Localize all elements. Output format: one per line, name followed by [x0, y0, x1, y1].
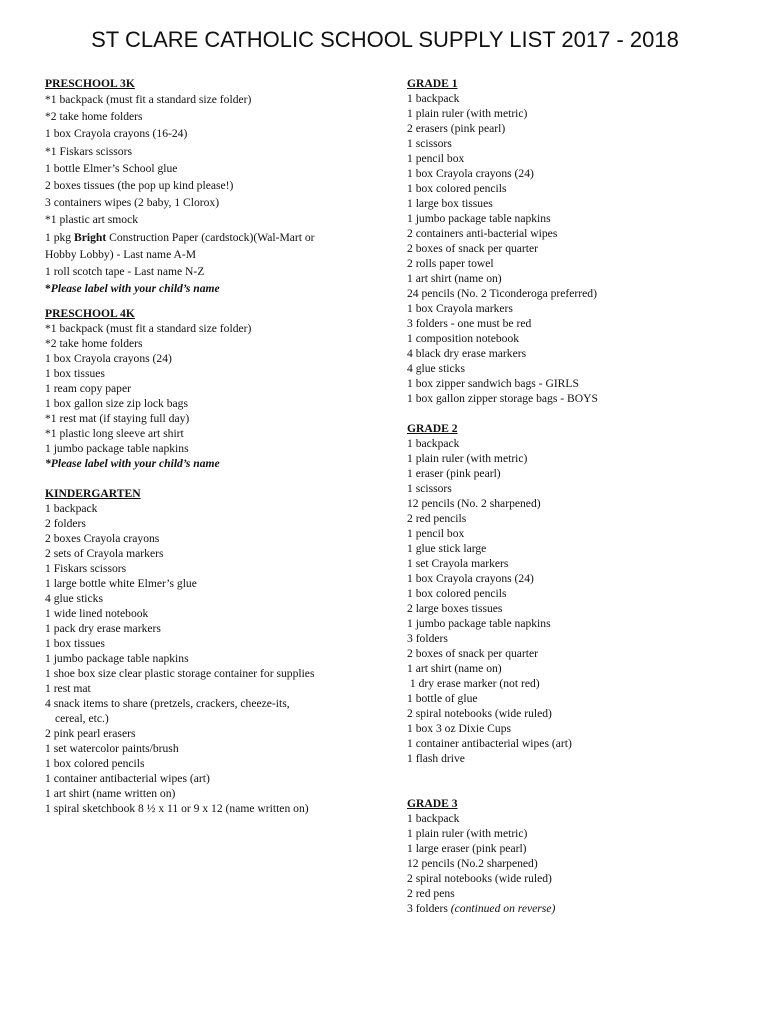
- list-item: 1 art shirt (name written on): [45, 787, 176, 801]
- list-item: 4 snack items to share (pretzels, crackers, cheeze-its,: [45, 697, 290, 711]
- list-item: 12 pencils (No. 2 sharpened): [407, 497, 541, 510]
- list-item: 3 folders: [407, 632, 448, 645]
- list-item: 1 pencil box: [407, 527, 465, 540]
- list-item: 2 boxes tissues (the pop up kind please!): [45, 179, 234, 193]
- list-item: 3 containers wipes (2 baby, 1 Clorox): [45, 196, 220, 210]
- list-item: 1 box 3 oz Dixie Cups: [407, 722, 512, 735]
- list-item: 1 large bottle white Elmer’s glue: [45, 577, 197, 591]
- list-item: 1 box zipper sandwich bags - GIRLS: [407, 377, 579, 390]
- list-item: 1 box tissues: [45, 637, 105, 651]
- label-note: [45, 280, 375, 297]
- list-item: 1 set Crayola markers: [407, 557, 509, 570]
- list-item: 1 large box tissues: [407, 197, 493, 210]
- list-item-last: [407, 901, 737, 916]
- list-item: 4 glue sticks: [407, 362, 465, 375]
- list-item: *1 rest mat (if staying full day): [45, 412, 190, 426]
- left-column: [45, 76, 375, 816]
- list-item: 1 backpack: [45, 502, 98, 516]
- label-star: *: [45, 282, 51, 296]
- section-heading: GRADE 2: [407, 422, 458, 435]
- section-heading: GRADE 3: [407, 797, 458, 810]
- section-heading: GRADE 1: [407, 77, 458, 90]
- list-item: 1 scissors: [407, 482, 452, 495]
- paper-rest: Construction Paper (cardstock)(Wal-Mart or: [106, 230, 315, 244]
- list-item: 1 box Crayola crayons (24): [407, 167, 534, 180]
- list-item: *1 Fiskars scissors: [45, 144, 132, 158]
- list-item: 1 shoe box size clear plastic storage container for supplies: [45, 667, 315, 681]
- list-item: 1 container antibacterial wipes (art): [45, 772, 210, 786]
- list-item: 2 boxes of snack per quarter: [407, 647, 539, 660]
- list-item: *1 backpack (must fit a standard size folder): [45, 93, 252, 106]
- list-item: 1 box gallon zipper storage bags - BOYS: [407, 392, 598, 405]
- last-item-text: 3 folders: [407, 902, 451, 915]
- list-item: 1 plain ruler (with metric): [407, 827, 528, 840]
- right-column: [407, 76, 737, 916]
- list-item: 1 backpack: [407, 812, 460, 825]
- list-item-continuation: cereal, etc.): [55, 712, 109, 726]
- section-heading: KINDERGARTEN: [45, 487, 141, 501]
- section-preschool-3k: [45, 76, 375, 297]
- list-item: 2 containers anti-bacterial wipes: [407, 227, 558, 240]
- list-item: 1 bottle Elmer’s School glue: [45, 161, 178, 175]
- section-grade-2: [407, 421, 737, 766]
- section-kindergarten: [45, 486, 375, 816]
- list-item: Hobby Lobby) - Last name A-M: [45, 247, 197, 261]
- label-note: *Please label with your child’s name: [45, 457, 220, 471]
- list-item: 1 Fiskars scissors: [45, 562, 127, 576]
- list-item: 1 bottle of glue: [407, 692, 478, 705]
- list-item: 1 box colored pencils: [45, 757, 145, 771]
- list-item: 2 boxes of snack per quarter: [407, 242, 539, 255]
- list-item: 2 folders: [45, 517, 86, 531]
- list-item: 1 large eraser (pink pearl): [407, 842, 527, 855]
- list-item: 1 dry erase marker (not red): [407, 677, 540, 690]
- list-item: 1 backpack: [407, 92, 460, 105]
- list-item: 2 spiral notebooks (wide ruled): [407, 707, 552, 720]
- list-item: 1 box Crayola crayons (16-24): [45, 127, 188, 141]
- section-grade-3: [407, 796, 737, 916]
- continued-note: (continued on reverse): [450, 902, 556, 915]
- list-item: *1 plastic long sleeve art shirt: [45, 427, 184, 441]
- section-heading: PRESCHOOL 4K: [45, 307, 135, 321]
- list-item: 1 box tissues: [45, 367, 105, 381]
- list-item: *2 take home folders: [45, 110, 143, 124]
- list-item: 1 jumbo package table napkins: [45, 442, 189, 456]
- list-item: 1 scissors: [407, 137, 452, 150]
- section-heading: PRESCHOOL 3K: [45, 77, 135, 90]
- list-item: 2 red pens: [407, 887, 455, 900]
- list-item: 24 pencils (No. 2 Ticonderoga preferred): [407, 287, 597, 300]
- list-item: 1 jumbo package table napkins: [407, 212, 551, 225]
- list-item: 1 eraser (pink pearl): [407, 467, 501, 480]
- list-item: 1 rest mat: [45, 682, 91, 696]
- paper-bold-word: Bright: [73, 230, 107, 244]
- list-item: 1 jumbo package table napkins: [45, 652, 189, 666]
- list-item: 1 art shirt (name on): [407, 272, 502, 285]
- list-item: 1 container antibacterial wipes (art): [407, 737, 572, 750]
- list-item: 1 wide lined notebook: [45, 607, 149, 621]
- list-item: 1 composition notebook: [407, 332, 520, 345]
- list-item: 1 box Crayola crayons (24): [407, 572, 534, 585]
- list-item: 2 erasers (pink pearl): [407, 122, 506, 135]
- list-item: 2 boxes Crayola crayons: [45, 532, 160, 546]
- list-item: 1 box colored pencils: [407, 587, 507, 600]
- list-item: 1 pack dry erase markers: [45, 622, 161, 636]
- list-item: 2 rolls paper towel: [407, 257, 494, 270]
- paper-prefix: 1 pkg: [45, 230, 74, 244]
- section-preschool-4k: [45, 306, 375, 471]
- list-item: 1 art shirt (name on): [407, 662, 502, 675]
- list-item: 1 flash drive: [407, 752, 465, 765]
- list-item: 1 box gallon size zip lock bags: [45, 397, 188, 411]
- list-item: 1 spiral sketchbook 8 ½ x 11 or 9 x 12 (name written on): [45, 802, 309, 816]
- list-item: 1 ream copy paper: [45, 382, 131, 396]
- list-item: 1 plain ruler (with metric): [407, 107, 528, 120]
- list-item: 1 plain ruler (with metric): [407, 452, 528, 465]
- list-item: 1 pencil box: [407, 152, 465, 165]
- list-item: 1 roll scotch tape - Last name N-Z: [45, 265, 205, 279]
- list-item-construction-paper: [45, 229, 375, 246]
- list-item: 1 backpack: [407, 437, 460, 450]
- list-item: 4 glue sticks: [45, 592, 103, 606]
- list-item: 1 glue stick large: [407, 542, 487, 555]
- list-item: 3 folders - one must be red: [407, 317, 532, 330]
- list-item: 1 set watercolor paints/brush: [45, 742, 179, 756]
- list-item: 2 sets of Crayola markers: [45, 547, 164, 561]
- page-title: ST CLARE CATHOLIC SCHOOL SUPPLY LIST 2017 - 2018: [91, 27, 679, 52]
- list-item: 1 box Crayola markers: [407, 302, 513, 315]
- list-item: *2 take home folders: [45, 337, 143, 351]
- list-item: 4 black dry erase markers: [407, 347, 527, 360]
- list-item: 12 pencils (No.2 sharpened): [407, 857, 538, 870]
- section-grade-1: [407, 76, 737, 406]
- label-note-text: Please label with your child’s name: [50, 282, 220, 296]
- list-item: 1 jumbo package table napkins: [407, 617, 551, 630]
- list-item: 1 box Crayola crayons (24): [45, 352, 172, 366]
- list-item: *1 backpack (must fit a standard size folder): [45, 322, 252, 336]
- list-item: 2 large boxes tissues: [407, 602, 503, 615]
- list-item: 2 red pencils: [407, 512, 467, 525]
- list-item: *1 plastic art smock: [45, 213, 139, 227]
- list-item: 2 pink pearl erasers: [45, 727, 136, 741]
- list-item: 2 spiral notebooks (wide ruled): [407, 872, 552, 885]
- list-item: 1 box colored pencils: [407, 182, 507, 195]
